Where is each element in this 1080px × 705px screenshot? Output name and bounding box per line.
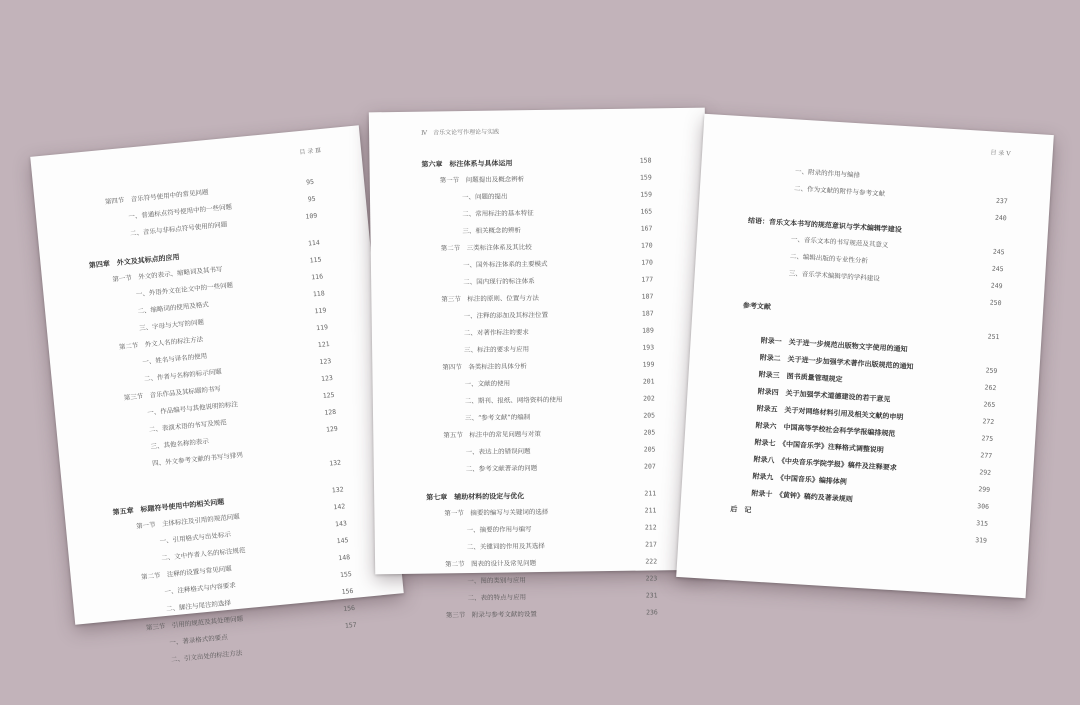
toc-entry-page-number: 119 [314,306,327,316]
toc-entry-page-number: 132 [328,458,342,468]
toc-entry-page-number: 259 [985,366,998,376]
toc-entry-page-number: 128 [323,407,337,417]
toc-entry-page-number: 187 [641,309,654,318]
toc-entry-title: 第四章 外文及其标点的应用 [88,252,180,270]
toc-entry-page-number: 145 [336,536,349,546]
toc-entry-title: 一、问题的提出 [461,192,508,202]
toc-entry-page-number: 251 [987,332,1000,342]
toc-entry-page-number: 319 [974,536,988,545]
toc-entry-page-number: 272 [982,417,995,427]
toc-entry-title: 二、编辑出版的专业性分析 [789,252,869,265]
toc-entry-title: 三、音乐学术编辑学的学科建设 [788,269,880,283]
toc-entry-title: 二、文中作者人名的标注规范 [160,546,246,563]
toc-entry-page-number: 277 [980,451,993,460]
toc-entry-page-number: 265 [983,400,996,410]
toc-entry-page-number: 114 [307,238,321,248]
toc-entry-page-number: 123 [320,373,334,384]
toc-entry-title: 一、外语外文在论文中的一些问题 [135,281,234,299]
toc-entry-page-number: 205 [643,445,656,454]
toc-entry-page-number: 115 [309,255,322,265]
toc-entry-title: 二、作者与名称的标示问题 [143,367,223,383]
toc-entry-title: 第五章 标题符号使用中的相关问题 [112,496,225,517]
toc-entry-title: 二、期刊、报纸、网络资料的使用 [464,395,563,406]
toc-entry-page-number: 211 [644,489,657,498]
toc-entry-title: 一、普通标点符号使用中的一些问题 [128,202,233,221]
toc-entry-page-number: 189 [642,326,654,335]
toc-entry-title: 第二节 注释的设置与常见问题 [140,564,232,582]
toc-entry-title: 附录一 关于进一步规范出版物文字使用的通知 [760,335,908,354]
toc-entry-title: 第四节 各类标注的具体分析 [442,362,527,372]
toc-entry-title: 二、脚注与尾注的选择 [165,598,232,613]
toc-entry-page-number: 116 [310,272,324,282]
toc-page-right [676,114,1054,599]
toc-entry-page-number: 223 [645,574,658,583]
toc-entry-title: 二、常用标注的基本特征 [462,209,534,219]
toc-entry-title: 第二节 图表的设计及常见问题 [445,559,537,569]
toc-entry-title: 第五节 标注中的常见问题与对策 [443,429,541,440]
toc-lines [679,158,1051,553]
toc-entry-title: 第七章 辅助材料的设定与优化 [426,491,525,502]
toc-entry-page-number: 121 [317,340,330,350]
toc-entry-title: 一、国外标注体系的主要模式 [462,259,548,270]
toc-entry-title: 二、作为文献的附件与参考文献 [793,184,886,198]
toc-entry-page-number: 159 [640,190,653,199]
toc-entry-title: 二、引文出处的标注方法 [170,648,243,664]
toc-entry-title: 一、著录格式的要点 [169,633,229,647]
toc-entry-page-number: 299 [978,485,991,494]
toc-entry-title: 附录十 《黄钟》稿约及著录规则 [751,488,854,504]
toc-entry-title: 一、表达上的错误问题 [465,447,531,457]
toc-entry-page-number: 262 [984,383,997,393]
toc-entry-title: 附录六 中国高等学校社会科学学报编排规范 [755,420,896,438]
toc-entry-title: 第一节 主体标注及引用的规范问题 [135,512,241,531]
toc-entry-title: 结语：音乐文本书写的规范意识与学术编辑学建设 [747,215,903,235]
toc-page-center [369,108,711,620]
toc-entry-page-number: 170 [641,258,653,267]
toc-entry-title: 第三节 引用的规范及其处理问题 [145,614,244,632]
toc-entry-page-number: 119 [315,323,329,333]
toc-entry-page-number: 148 [337,553,351,563]
toc-entry-title: 二、关键词的作用及其选择 [466,541,545,552]
toc-entry-page-number: 170 [640,241,653,250]
toc-entry-page-number: 249 [990,281,1003,291]
toc-entry-page-number: 123 [319,357,332,367]
toc-entry-title: 三、字母与大写的问题 [138,318,205,333]
toc-entry-page-number: 212 [644,523,657,532]
toc-entry-page-number: 155 [339,570,353,580]
toc-entry-page-number: 129 [325,424,339,434]
toc-lines [34,169,408,677]
toc-entry-title: 附录九 《中国音乐》编排体例 [752,471,848,487]
toc-entry-title: 二、缩略词的使用及格式 [137,300,210,316]
toc-page-left [30,125,404,664]
toc-entry-page-number: 201 [642,377,655,386]
toc-entry-page-number: 95 [305,177,315,187]
toc-entry-page-number: 165 [640,207,653,216]
toc-entry-page-number: 193 [642,343,655,352]
toc-entry-title: 后 记 [730,504,752,515]
toc-entry-title: 二、表的特点与应用 [467,593,527,603]
toc-entry-title: 第一节 摘要的编写与关键词的选择 [444,507,549,518]
toc-entry-page-number: 199 [642,360,655,369]
toc-entry-title: 参考文献 [742,300,772,312]
toc-entry-title: 第六章 标注体系与具体运用 [421,158,513,169]
toc-entry-title: 附录二 关于进一步加强学术著作出版规范的通知 [759,352,914,371]
toc-entry-page-number: 156 [342,603,356,613]
toc-entry-title: 附录五 关于对网络材料引用及相关文献的申明 [756,403,904,422]
toc-entry-title: 一、附录的作用与编排 [794,167,861,180]
running-header: 目 录 Ⅲ [299,147,322,157]
toc-entry-title: 四、外文参考文献的书写与排列 [151,450,244,468]
toc-entry-page-number: 132 [331,485,344,495]
toc-entry-page-number: 250 [989,298,1002,308]
toc-entry-page-number: 125 [322,390,335,400]
toc-entry-title: 二、表演术语的书写及规范 [148,418,227,434]
toc-entry-title: 第一节 问题提出及概念辨析 [439,175,525,185]
toc-entry-title: 二、参考文献著录的问题 [465,464,538,474]
toc-entry-title: 三、“参考文献”的编制 [465,413,531,423]
toc-entry-page-number: 159 [639,173,652,182]
toc-entry-page-number: 292 [979,468,992,477]
toc-entry-title: 第三节 音乐作品及其标题的书写 [123,384,222,403]
toc-entry-title: 附录三 图书质量管理规定 [758,369,843,384]
toc-entry-page-number: 142 [333,502,346,512]
toc-entry-page-number: 95 [307,194,316,204]
toc-entry-page-number: 158 [639,156,652,165]
toc-entry-page-number: 245 [992,247,1005,257]
toc-entry-title: 第三节 附录与参考文献的设置 [445,610,537,620]
toc-entry-title: 三、相关概念的辨析 [462,226,522,236]
toc-entry-title: 三、标注的要求与应用 [464,345,530,355]
toc-entry-title: 第三节 标注的原则、位置与方法 [441,294,539,304]
toc-entry-title: 一、引用格式与出处标示 [159,530,232,546]
toc-entry-title: 二、国内现行的标注体系 [463,277,535,287]
toc-entry-title: 一、图的类别与应用 [467,576,526,586]
toc-entry-title: 第四节 音乐符号使用中的常见问题 [104,187,209,206]
toc-entry-page-number: 222 [645,557,658,566]
toc-entry-title: 第二节 三类标注体系及其比较 [440,243,532,253]
toc-entry-page-number: 143 [334,519,348,529]
toc-entry-title: 一、作品编号与其他说明的标注 [146,400,239,417]
toc-entry-page-number: 205 [643,411,656,420]
toc-entry-title: 二、对著作标注的要求 [463,328,529,338]
toc-entry-page-number: 217 [645,540,657,549]
toc-entry-title: 一、音乐文本的书写规范及其意义 [790,235,889,250]
toc-entry-page-number: 187 [641,292,654,301]
toc-lines [369,152,712,626]
toc-entry-title: 一、摘要的作用与编写 [466,525,532,535]
toc-entry-page-number: 236 [645,608,658,617]
toc-entry-page-number: 156 [341,586,354,597]
toc-entry-page-number: 167 [640,224,653,233]
toc-entry-title: 第一节 外文的表示、缩略词及其书写 [111,265,223,284]
toc-entry-page-number: 231 [645,591,658,600]
toc-entry-title: 一、注释格式与内容要求 [164,581,237,597]
toc-entry-page-number: 202 [643,394,655,403]
running-header: Ⅳ 音乐文论写作理论与实践 [421,128,500,137]
toc-entry-title: 一、姓名与译名的使用 [142,351,208,367]
toc-entry [376,604,712,626]
toc-entry-page-number: 245 [991,264,1004,274]
toc-entry-page-number: 157 [344,620,357,630]
toc-entry-page-number: 306 [977,502,990,511]
toc-entry-title: 附录七 《中国音乐学》注释格式调整说明 [754,437,885,455]
toc-entry-title: 一、注释的添加及其标注位置 [463,310,549,321]
toc-entry-title: 附录四 关于加强学术道德建设的若干意见 [757,386,891,404]
toc-entry-title: 二、音乐与非标点符号使用的问题 [129,220,228,238]
toc-entry-title: 一、文献的使用 [464,379,511,389]
toc-entry-title: 第二节 外文人名的标注方法 [118,335,204,352]
toc-entry-page-number: 211 [644,506,657,515]
toc-entry-title: 三、其他名称的表示 [150,437,210,451]
toc-entry-page-number: 177 [641,275,654,284]
toc-entry-page-number: 237 [995,196,1008,206]
toc-entry-page-number: 205 [643,428,656,437]
toc-entry-page-number: 240 [994,213,1007,223]
toc-entry-page-number: 118 [312,289,326,299]
toc-entry-page-number: 275 [981,434,994,443]
toc-entry-title: 附录八 《中央音乐学院学报》稿件及注释要求 [753,454,898,473]
toc-entry-page-number: 109 [305,211,318,221]
toc-entry-page-number: 207 [643,462,656,471]
running-header: 目 录 Ⅴ [990,149,1011,158]
toc-entry-page-number: 315 [976,519,989,528]
